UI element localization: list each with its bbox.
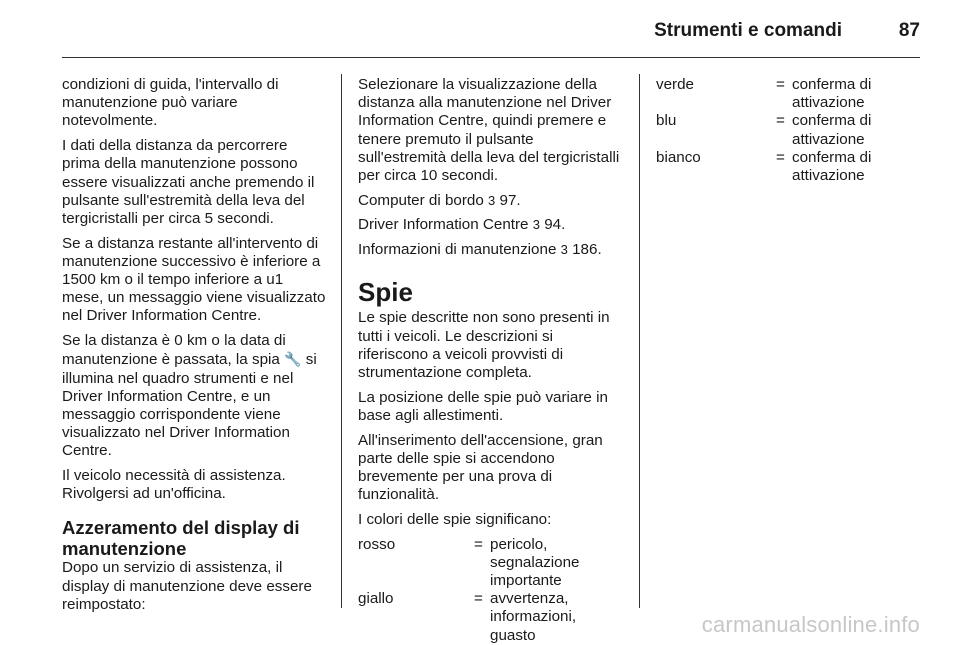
reference-text: Informazioni di manutenzione <box>358 241 557 259</box>
color-legend-row <box>656 149 920 185</box>
subheading: Azzeramento del display di manutenzione <box>62 517 300 560</box>
reference-page: 97. <box>499 191 521 209</box>
header-rule <box>62 57 920 58</box>
reference-arrow-icon: 3 <box>560 242 568 258</box>
reference-arrow-icon: 3 <box>532 217 540 233</box>
column-3 <box>656 76 920 185</box>
cross-reference[interactable] <box>358 241 624 259</box>
color-meaning: avvertenza, informazioni, guasto <box>490 590 577 644</box>
cross-reference[interactable] <box>358 192 624 210</box>
header-title: Strumenti e comandi <box>654 20 842 41</box>
paragraph: La posizione delle spie può variare in base agli allestimenti. <box>358 388 608 424</box>
color-meaning: conferma di attivazione <box>792 76 872 112</box>
paragraph: I dati della distanza da percorrere prima della manutenzione possono essere visualizzati anche premendo il pulsante sull'estremità della leva del tergicristalli per circa 5 secondi. <box>62 137 315 227</box>
column-2 <box>358 76 624 645</box>
equals-sign: = <box>776 148 785 166</box>
equals-sign: = <box>776 76 785 93</box>
color-name: verde <box>656 76 694 93</box>
column-1 <box>62 76 328 621</box>
paragraph: Le spie descritte non sono presenti in tutti i veicoli. Le descrizioni si riferiscono a veicoli provvisti di strumentazione completa. <box>358 309 610 381</box>
paragraph <box>62 332 328 460</box>
page-number: 87 <box>898 20 920 41</box>
color-meaning: conferma di attivazione <box>792 112 872 148</box>
color-legend-row <box>358 536 624 591</box>
equals-sign: = <box>474 590 483 608</box>
paragraph: Se a distanza restante all'intervento di manutenzione successivo è inferiore a 1500 km o il tempo inferiore a u1 mese, un messaggio viene visualizzato nel Driver Information Centre. <box>62 234 326 325</box>
color-legend-row <box>358 590 624 645</box>
column-divider-1 <box>341 74 342 608</box>
watermark: carmanualsonline.info <box>701 612 920 637</box>
paragraph-text: si illumina nel quadro strumenti e nel Driver Information Centre, e un messaggio corrispondente viene visualizzato nel Driver Information Centre. <box>62 351 317 460</box>
color-meaning: conferma di attivazione <box>792 148 872 185</box>
color-meaning: pericolo, segnalazione importante <box>490 535 580 589</box>
paragraph: condizioni di guida, l'intervallo di manutenzione può variare notevolmente. <box>62 76 279 130</box>
column-divider-2 <box>639 74 640 608</box>
paragraph: Dopo un servizio di assistenza, il display di manutenzione deve essere reimpostato: <box>62 559 312 613</box>
reference-text: Driver Information Centre <box>358 216 529 234</box>
paragraph-text: Se la distanza è 0 km o la data di manutenzione è passata, la spia <box>62 332 286 369</box>
color-name: giallo <box>358 590 394 608</box>
reference-text: Computer di bordo <box>358 191 484 209</box>
equals-sign: = <box>474 535 483 553</box>
reference-page: 94. <box>544 216 566 234</box>
paragraph: All'inserimento dell'accensione, gran parte delle spie si accendono brevemente per una prova di funzionalità. <box>358 431 603 504</box>
paragraph: I colori delle spie significano: <box>358 510 552 528</box>
color-name: bianco <box>656 148 701 166</box>
paragraph: Selezionare la visualizzazione della distanza alla manutenzione nel Driver Information Centre, quindi premere e tenere premuto il pulsante sull'estremità della leva del tergicristalli per circa 10 secondi. <box>358 76 620 185</box>
paragraph: Il veicolo necessità di assistenza. Rivolgersi ad un'officina. <box>62 467 286 503</box>
cross-reference[interactable] <box>358 216 624 234</box>
reference-arrow-icon: 3 <box>488 192 496 208</box>
color-legend-row <box>656 112 920 148</box>
color-name: blu <box>656 112 677 130</box>
color-legend-row <box>656 76 920 112</box>
section-heading: Spie <box>358 277 413 308</box>
color-name: rosso <box>358 535 396 553</box>
wrench-icon: 🔧 <box>284 351 302 368</box>
equals-sign: = <box>776 112 785 130</box>
page-header <box>0 0 960 60</box>
reference-page: 186. <box>572 241 602 259</box>
